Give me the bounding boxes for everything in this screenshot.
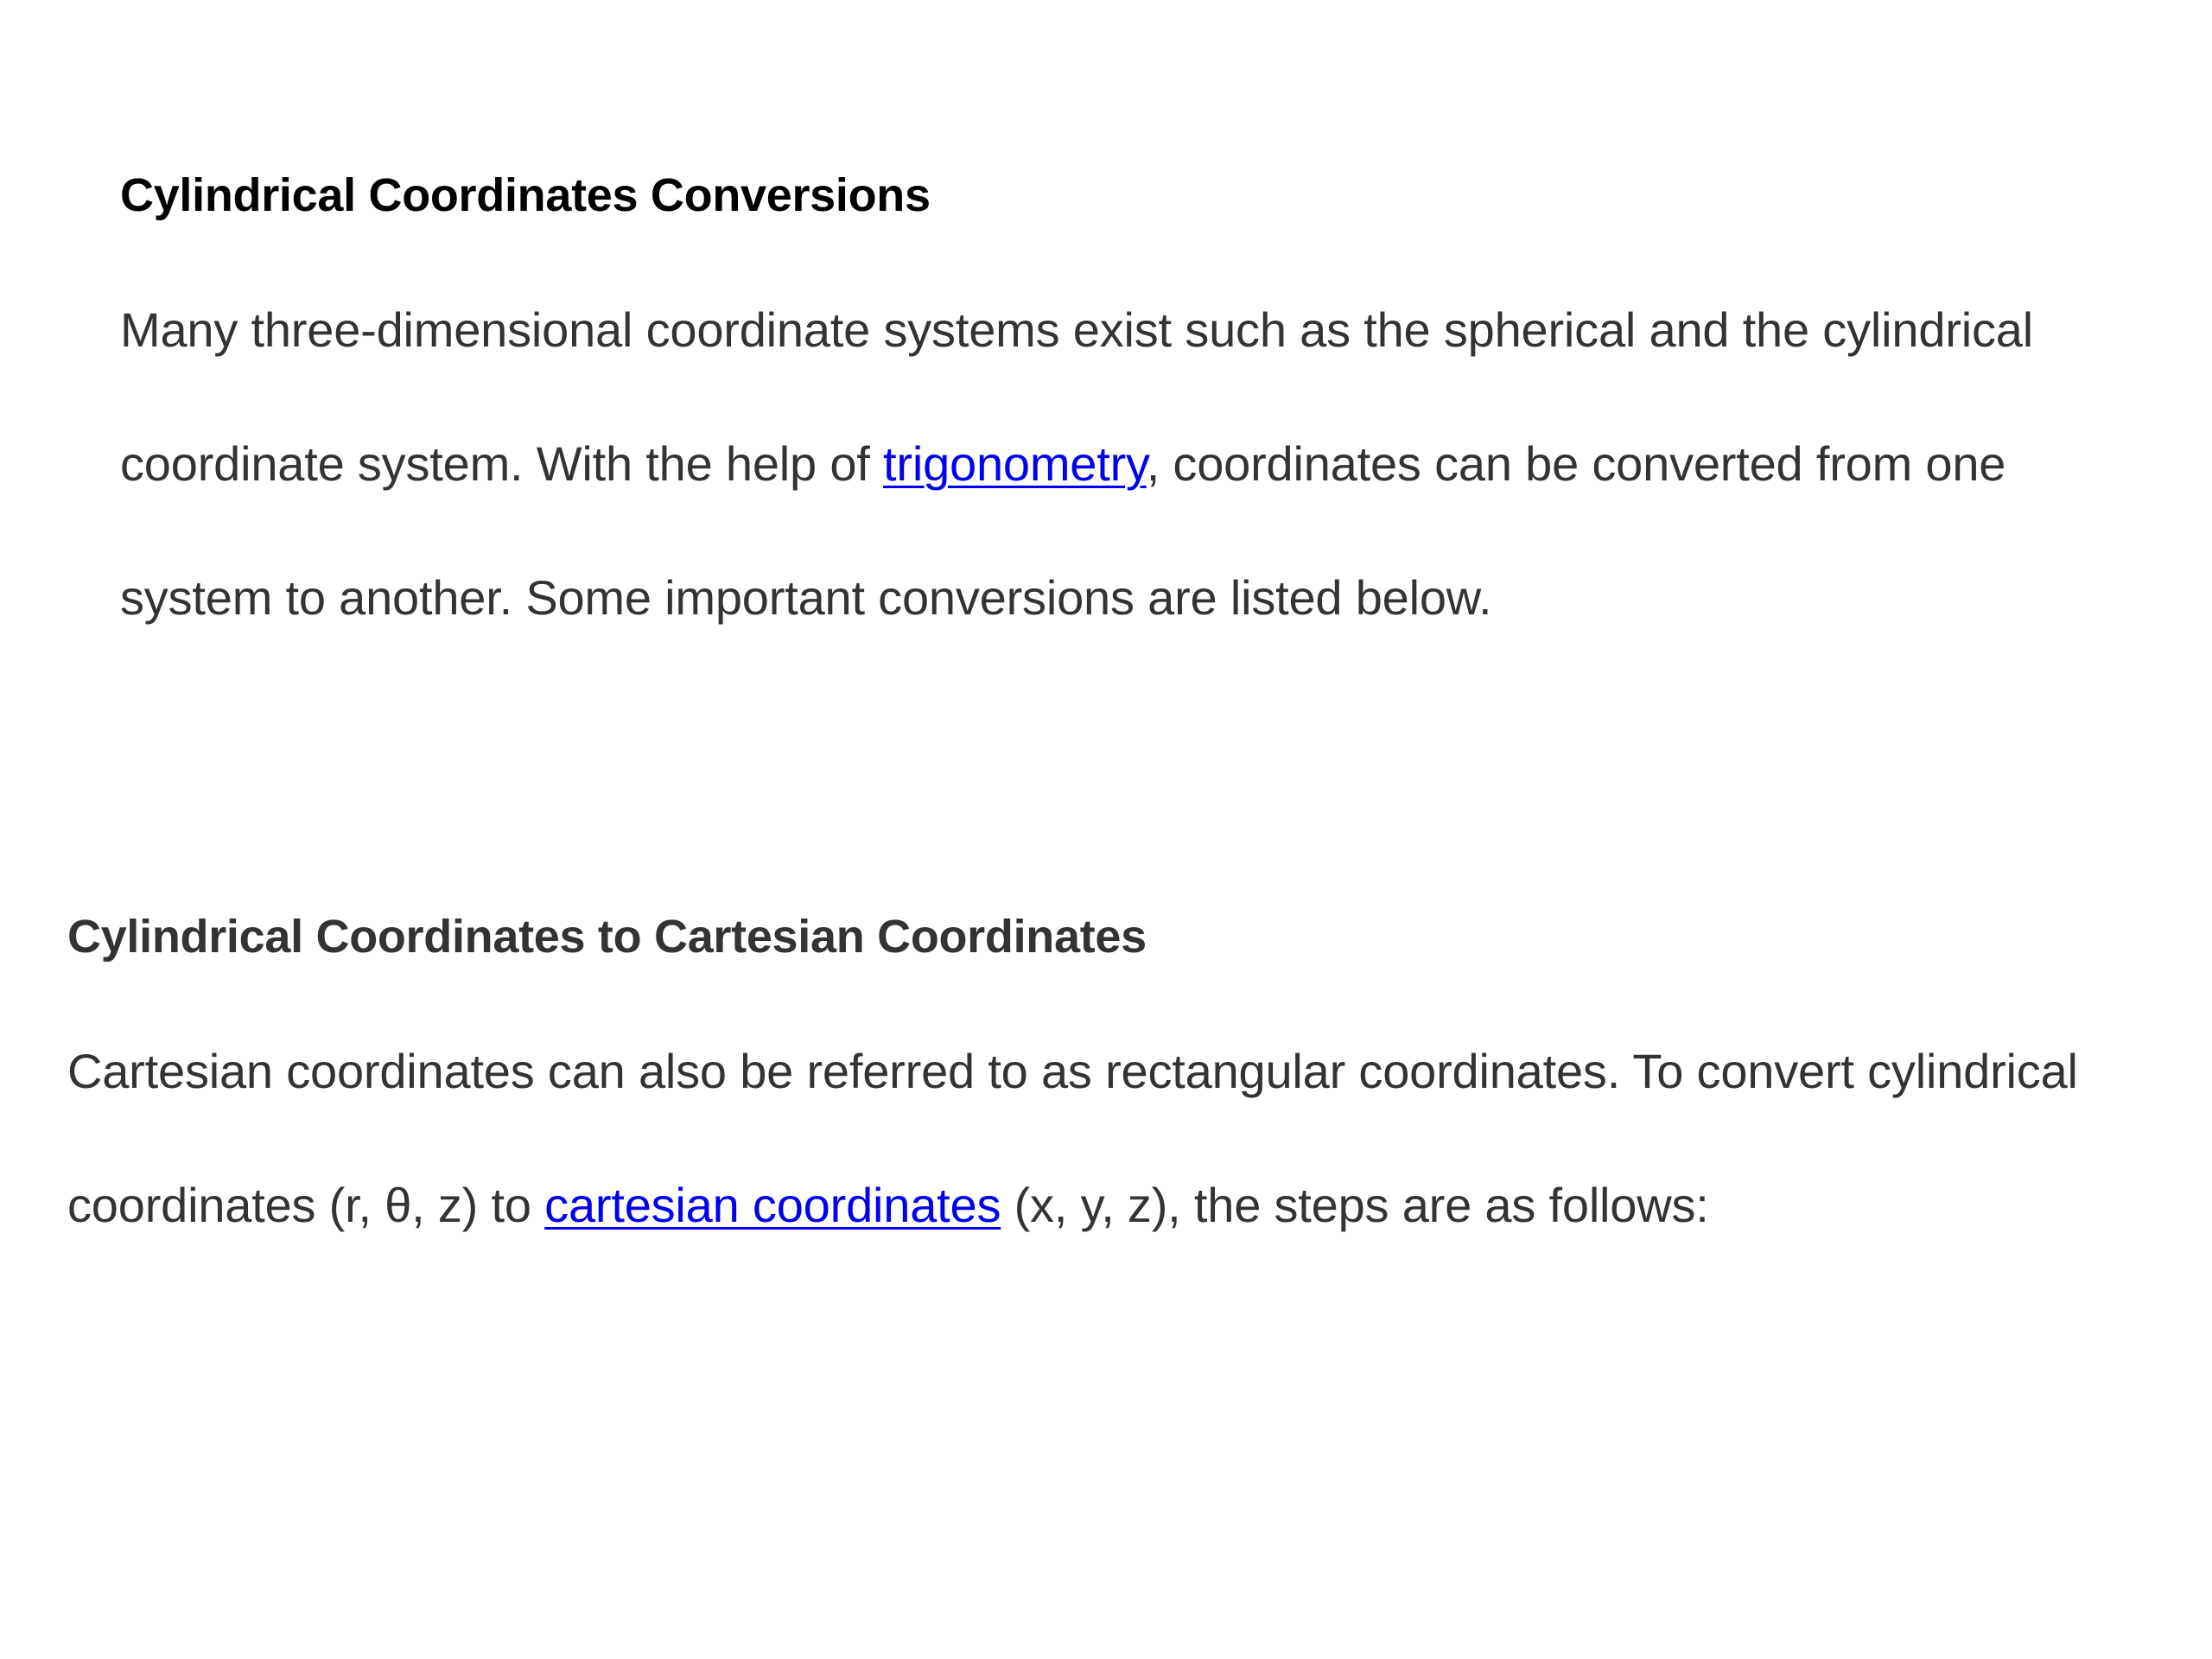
section-cylindrical-conversions: [120, 154, 2107, 664]
paragraph-text-after-link: , coordinates can be converted from one system to another. Some important conversions are listed below.: [120, 436, 2006, 625]
paragraph-text-before-link: Many three-dimensional coordinate systems exist such as the spherical and the cylindrical coordinate system. With the help of: [120, 302, 2033, 491]
section-paragraph: [120, 263, 2107, 664]
paragraph-text-after-link: (x, y, z), the steps are as follows:: [1001, 1178, 1709, 1232]
section-paragraph: [67, 1004, 2107, 1272]
trigonometry-link[interactable]: trigonometry: [883, 436, 1147, 491]
section-heading: Cylindrical Coordinates Conversions: [120, 169, 931, 221]
section-cylindrical-to-cartesian: [67, 895, 2107, 1272]
cartesian-coordinates-link[interactable]: cartesian coordinates: [544, 1178, 1001, 1232]
paragraph-text-before-link: Cartesian coordinates can also be referred to as rectangular coordinates. To convert cylindrical coordinates (r, θ, z) to: [67, 1044, 2078, 1232]
section-heading: Cylindrical Coordinates to Cartesian Coordinates: [67, 911, 1147, 963]
